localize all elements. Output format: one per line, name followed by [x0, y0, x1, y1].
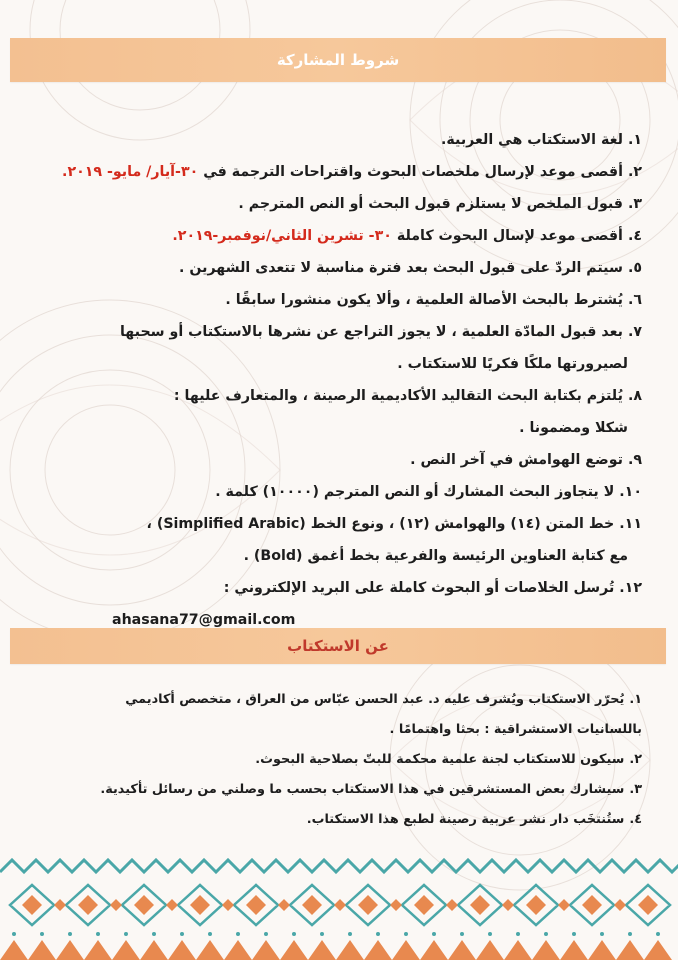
item-text: قبول الملخص لا يستلزم قبول البحث أو النص المترجم .: [238, 196, 623, 212]
item-text-continuation: باللسانيات الاستشراقية : بحثا واهتمامًا .: [389, 722, 642, 737]
item-number: ٧.: [627, 324, 642, 340]
item-number: ٤.: [629, 812, 642, 827]
item-text: يُشترط بالبحث الأصالة العلمية ، وألا يكون منشورا سابقًا .: [225, 292, 623, 308]
section-banner-terms: [10, 38, 666, 82]
item-number: ٢.: [627, 164, 642, 180]
item-text: خط المتن (١٤) والهوامش (١٢) ، ونوع الخط (Simplified Arabic) ،: [146, 516, 615, 532]
list-item: [28, 745, 642, 775]
diamond-row: [10, 885, 670, 925]
item-number: ٢.: [629, 752, 642, 767]
list-item: [28, 220, 642, 252]
item-text: لغة الاستكتاب هي العربية.: [441, 132, 623, 148]
item-text: سيشارك بعض المستشرقين في هذا الاستكتاب بحسب ما وصلني من رسائل تأكيدية.: [100, 782, 625, 797]
item-number: ٥.: [627, 260, 642, 276]
item-text: أقصى موعد لإرسال ملخصات البحوث واقتراحات الترجمة في: [198, 164, 623, 180]
item-text-continuation: مع كتابة العناوين الرئيسة والفرعية بخط أغمق (Bold) .: [243, 548, 628, 564]
list-item: [28, 775, 642, 805]
item-number: ٨.: [627, 388, 642, 404]
list-item: [28, 685, 642, 745]
item-number: ١.: [627, 132, 642, 148]
list-item: [28, 316, 642, 380]
section-banner-about: [10, 628, 666, 664]
deadline-highlight: ٣٠- تشرين الثاني/نوفمبر-٢٠١٩.: [172, 228, 392, 244]
item-number: ٣.: [627, 196, 642, 212]
item-number: ١.: [629, 692, 642, 707]
list-item: [28, 508, 642, 572]
list-item: [28, 156, 642, 188]
teal-dot-row: [12, 932, 660, 936]
item-number: ٤.: [627, 228, 642, 244]
item-number: ٣.: [629, 782, 642, 797]
item-text: توضع الهوامش في آخر النص .: [410, 452, 623, 468]
about-list: [28, 685, 642, 835]
item-number: ٦.: [627, 292, 642, 308]
deadline-highlight: ٣٠-آيار/ مايو- ٢٠١٩.: [62, 164, 199, 180]
section-title-terms: شروط المشاركة: [276, 51, 400, 69]
item-number: ١٠.: [619, 484, 642, 500]
item-text: يُلتزم بكتابة البحث التقاليد الأكاديمية الرصينة ، والمتعارف عليها :: [173, 388, 623, 404]
list-item: [28, 380, 642, 444]
list-item: [28, 444, 642, 476]
item-text: تُرسل الخلاصات أو البحوث كاملة على البريد الإلكتروني :: [223, 580, 615, 596]
teal-chevron-row: [0, 860, 678, 872]
item-number: ١٢.: [619, 580, 642, 596]
item-text-continuation: شكلا ومضمونا .: [519, 420, 628, 436]
list-item: [28, 476, 642, 508]
list-item: [28, 284, 642, 316]
item-text: سيتم الردّ على قبول البحث بعد فترة مناسبة لا تتعدى الشهرين .: [179, 260, 623, 276]
item-number: ١١.: [619, 516, 642, 532]
item-text: أقصى موعد لإسال البحوث كاملة: [391, 228, 623, 244]
item-text: ستُنتخَب دار نشر عربية رصينة لطبع هذا الاستكتاب.: [306, 812, 625, 827]
item-text: سيكون للاستكتاب لجنة علمية محكمة للبتّ بصلاحية البحوث.: [255, 752, 625, 767]
list-item: [28, 572, 642, 604]
terms-list: [28, 124, 642, 636]
item-number: ٩.: [627, 452, 642, 468]
list-item: [28, 805, 642, 835]
decorative-border: [0, 850, 678, 960]
item-text: يُحرّر الاستكتاب ويُشرف عليه د. عبد الحسن عبّاس من العراق ، متخصص أكاديمي: [125, 692, 625, 707]
list-item: [28, 252, 642, 284]
orange-triangle-row: [0, 940, 672, 960]
item-text: بعد قبول المادّة العلمية ، لا يجوز التراجع عن نشرها بالاستكتاب أو سحبها: [119, 324, 623, 340]
list-item: [28, 124, 642, 156]
item-text-continuation: لصيرورتها ملكًا فكريًا للاستكتاب .: [397, 356, 628, 372]
section-title-about: عن الاستكتاب: [287, 637, 389, 655]
item-text: لا يتجاوز البحث المشارك أو النص المترجم (١٠٠٠٠) كلمة .: [215, 484, 615, 500]
email-address[interactable]: ahasana77@gmail.com: [112, 612, 296, 628]
list-item: [28, 188, 642, 220]
